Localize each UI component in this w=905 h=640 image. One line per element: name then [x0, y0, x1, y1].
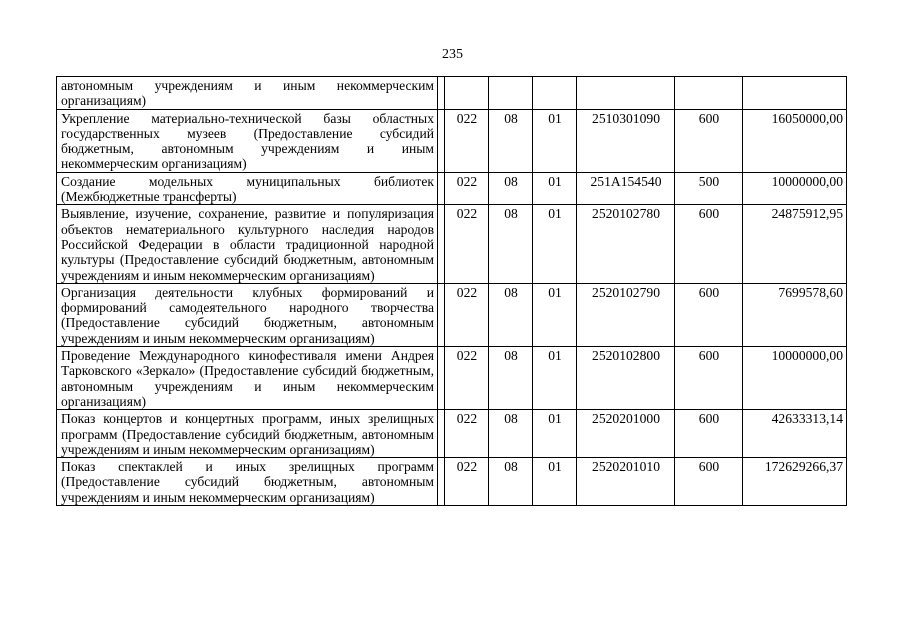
row-target-article-code: 251A154540	[577, 172, 675, 205]
row-subsection-code: 01	[533, 109, 577, 172]
row-description: Выявление, изучение, сохранение, развитие и популяризация объектов нематериального культурного наследия народов Российской Федерации в области традиционной народной культуры (Предоставление субсидий бюджетным, автономным учреждениям и иным некоммерческим организациям)	[57, 205, 438, 283]
row-subsection-code: 01	[533, 410, 577, 458]
table-row	[57, 458, 847, 506]
row-section-code	[489, 77, 533, 110]
row-ministry-code	[445, 77, 489, 110]
row-amount: 10000000,00	[743, 172, 847, 205]
row-spacer	[438, 77, 445, 110]
row-target-article-code: 2520102780	[577, 205, 675, 283]
table-row	[57, 347, 847, 410]
row-expense-type-code	[675, 77, 743, 110]
row-section-code: 08	[489, 283, 533, 346]
row-amount: 24875912,95	[743, 205, 847, 283]
row-spacer	[438, 205, 445, 283]
row-target-article-code: 2520201010	[577, 458, 675, 506]
table-row	[57, 205, 847, 283]
row-section-code: 08	[489, 172, 533, 205]
row-subsection-code: 01	[533, 283, 577, 346]
row-spacer	[438, 458, 445, 506]
row-ministry-code: 022	[445, 172, 489, 205]
row-expense-type-code: 600	[675, 347, 743, 410]
row-spacer	[438, 172, 445, 205]
row-expense-type-code: 600	[675, 458, 743, 506]
row-amount: 172629266,37	[743, 458, 847, 506]
row-spacer	[438, 109, 445, 172]
row-ministry-code: 022	[445, 458, 489, 506]
table-row	[57, 109, 847, 172]
row-amount: 10000000,00	[743, 347, 847, 410]
row-description: Создание модельных муниципальных библиотек (Межбюджетные трансферты)	[57, 172, 438, 205]
row-amount: 42633313,14	[743, 410, 847, 458]
row-spacer	[438, 283, 445, 346]
table-row	[57, 172, 847, 205]
row-section-code: 08	[489, 458, 533, 506]
row-subsection-code: 01	[533, 347, 577, 410]
row-amount: 16050000,00	[743, 109, 847, 172]
budget-table	[56, 76, 847, 506]
row-description: Укрепление материально-технической базы областных государственных музеев (Предоставление субсидий бюджетным, автономным учреждениям и иным некоммерческим организациям)	[57, 109, 438, 172]
row-spacer	[438, 347, 445, 410]
row-amount	[743, 77, 847, 110]
row-ministry-code: 022	[445, 283, 489, 346]
row-description: Организация деятельности клубных формирований и формирований самодеятельного народного творчества (Предоставление субсидий бюджетным, автономным учреждениям и иным некоммерческим организациям)	[57, 283, 438, 346]
row-subsection-code: 01	[533, 205, 577, 283]
row-description: автономным учреждениям и иным некоммерческим организациям)	[57, 77, 438, 110]
row-spacer	[438, 410, 445, 458]
row-target-article-code: 2520102800	[577, 347, 675, 410]
row-expense-type-code: 600	[675, 410, 743, 458]
row-ministry-code: 022	[445, 410, 489, 458]
row-section-code: 08	[489, 205, 533, 283]
row-section-code: 08	[489, 410, 533, 458]
row-expense-type-code: 600	[675, 205, 743, 283]
row-description: Показ спектаклей и иных зрелищных программ (Предоставление субсидий бюджетным, автономным учреждениям и иным некоммерческим организациям)	[57, 458, 438, 506]
table-row	[57, 410, 847, 458]
row-ministry-code: 022	[445, 109, 489, 172]
row-ministry-code: 022	[445, 205, 489, 283]
row-ministry-code: 022	[445, 347, 489, 410]
row-subsection-code	[533, 77, 577, 110]
row-subsection-code: 01	[533, 172, 577, 205]
row-target-article-code: 2520102790	[577, 283, 675, 346]
page-number: 235	[442, 47, 463, 62]
row-target-article-code	[577, 77, 675, 110]
row-description: Проведение Международного кинофестиваля имени Андрея Тарковского «Зеркало» (Предоставление субсидий бюджетным, автономным учреждениям и иным некоммерческим организациям)	[57, 347, 438, 410]
row-target-article-code: 2520201000	[577, 410, 675, 458]
row-expense-type-code: 500	[675, 172, 743, 205]
table-row	[57, 77, 847, 110]
table-row	[57, 283, 847, 346]
row-expense-type-code: 600	[675, 283, 743, 346]
row-expense-type-code: 600	[675, 109, 743, 172]
budget-table-body	[57, 77, 847, 506]
row-section-code: 08	[489, 347, 533, 410]
row-section-code: 08	[489, 109, 533, 172]
row-amount: 7699578,60	[743, 283, 847, 346]
row-target-article-code: 2510301090	[577, 109, 675, 172]
row-subsection-code: 01	[533, 458, 577, 506]
row-description: Показ концертов и концертных программ, иных зрелищных программ (Предоставление субсидий бюджетным, автономным учреждениям и иным некоммерческим организациям)	[57, 410, 438, 458]
